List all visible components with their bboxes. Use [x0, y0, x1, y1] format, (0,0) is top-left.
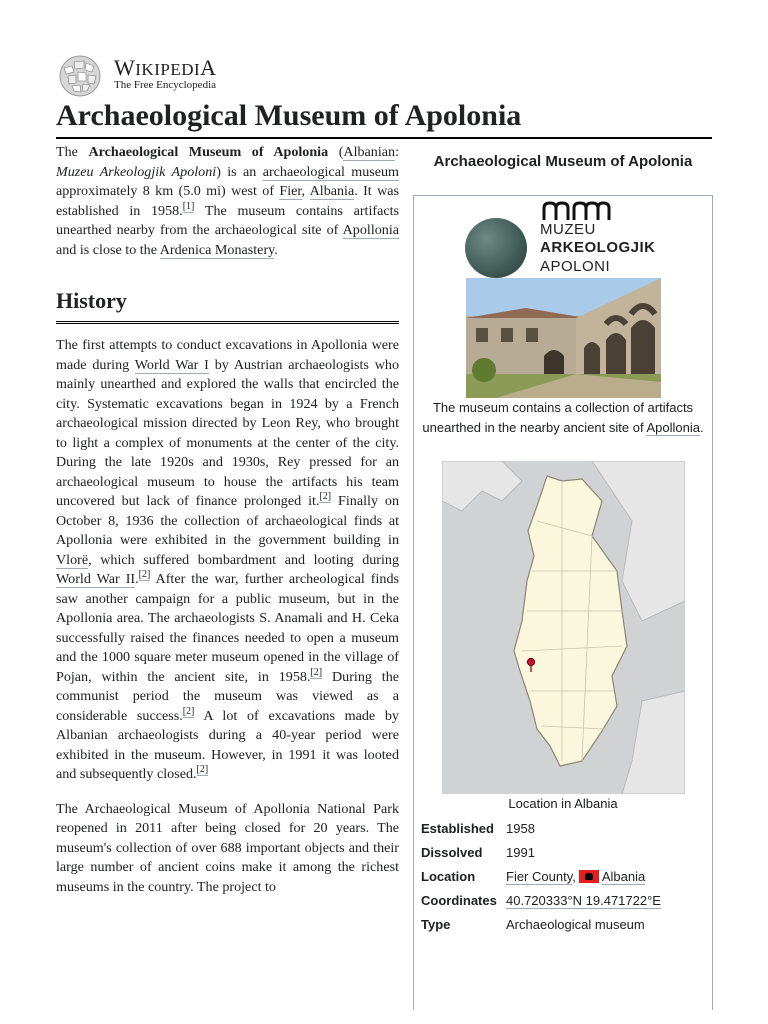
logo-line-3: APOLONI — [540, 258, 611, 275]
coin-image — [465, 218, 527, 278]
native-name: Muzeu Arkeologjik Apoloni — [56, 163, 217, 180]
text: approximately 8 km (5.0 mi) west of — [56, 183, 280, 199]
text: During the communist period the museum was viewed as a considerable success. — [56, 668, 399, 724]
museum-photo[interactable] — [466, 278, 661, 398]
infobox-title: Archaeological Museum of Apolonia — [433, 153, 693, 170]
reference-2[interactable]: [2] — [310, 666, 323, 678]
link-ardenica-monastery[interactable]: Ardenica Monastery — [159, 241, 275, 258]
reference-2[interactable]: [2] — [138, 569, 151, 580]
text: , — [301, 183, 310, 199]
reference-2[interactable]: [2] — [182, 705, 195, 717]
label: Dissolved — [421, 845, 483, 860]
map-caption: Location in Albania — [508, 796, 618, 811]
text: , which suffered bombardment and looting during — [88, 551, 399, 568]
link-apollonia-caption[interactable]: Apollonia — [646, 419, 700, 435]
infobox-body — [413, 195, 713, 1010]
row-established — [421, 819, 711, 839]
text: . — [699, 419, 704, 435]
text: . — [135, 571, 139, 587]
text: A lot of excavations made by Albanian archaeologists during a 40-year period were exhibited in the museum. However, in 1991 it was looted and subsequently closed. — [56, 707, 399, 782]
text: The — [56, 144, 89, 160]
link-vlore[interactable]: Vlorë — [56, 551, 89, 568]
reference-2[interactable]: [2] — [319, 491, 332, 502]
text: by Austrian archaeologists who mainly unearthed and explored the walls that encircled the city. Systematic excavations began in 1924 by a French archaeological mission directed by Leon Rey, who brought to light a complex of monuments at the center of the city. During the late 1920s and 1930s, Rey pressed for an archaeological museum to house the artifacts his team uncovered but lack of finance prolonged it. — [56, 356, 399, 509]
label: Coordinates — [421, 893, 497, 908]
text: The first attempts to conduct excavations in Apollonia were made during — [56, 337, 399, 373]
link-fier[interactable]: Fier — [279, 183, 302, 199]
link-albania-infobox[interactable]: Albania — [601, 869, 646, 884]
text: . It was established in 1958. — [56, 183, 399, 219]
wordmark-w: W — [114, 55, 136, 80]
row-dissolved — [421, 843, 711, 863]
value: Archaeological museum — [506, 917, 645, 932]
text: After the war, further archeological finds saw another campaign for a public museum, but in the Apollonia area. The archaeologists S. Anamali and H. Ceka successfully raised the finances needed to open a museum and the 1000 square meter museum opened in the village of Pojan, within the ancient site, in 1958. — [56, 571, 399, 685]
reference-1[interactable]: [1] — [182, 200, 195, 212]
link-albania[interactable]: Albania — [309, 183, 355, 199]
text: , — [572, 869, 576, 884]
link-world-war-i[interactable]: World War I — [134, 356, 209, 373]
logo-line-2: ARKEOLOGJIK — [540, 239, 656, 256]
infobox — [413, 150, 713, 932]
wikipedia-globe-logo[interactable] — [56, 54, 104, 98]
value: 1991 — [506, 845, 535, 860]
location-map[interactable] — [442, 461, 685, 794]
history-paragraph-2: The Archaeological Museum of Apollonia National Park reopened in 2011 after being closed for 20 years. The museum's collection of over 688 important objects and their large number of ancient coins make it among the richest museums in the country. The project to — [56, 800, 399, 895]
label: Established — [421, 821, 494, 836]
row-type — [421, 915, 711, 935]
history-heading: History — [56, 287, 399, 324]
link-coordinates[interactable]: 40.720333°N 19.471722°E — [506, 893, 661, 908]
text: ( — [328, 144, 344, 160]
text: : — [395, 144, 399, 160]
intro-paragraph — [56, 143, 399, 260]
link-albanian[interactable]: Albanian — [343, 144, 396, 160]
text: ) is an — [216, 163, 263, 180]
link-world-war-ii[interactable]: World War II — [56, 571, 136, 587]
text: and is close to the — [56, 241, 160, 258]
text: . — [274, 241, 278, 258]
museum-courtyard-image — [466, 278, 661, 398]
tagline: The Free Encyclopedia — [114, 79, 217, 91]
logo-line-1: MUZEU — [540, 221, 596, 238]
label: Location — [421, 869, 476, 884]
logo-mark-icon — [541, 200, 611, 222]
albania-map-image — [442, 461, 685, 794]
link-apollonia[interactable]: Apollonia — [342, 222, 399, 238]
wordmark-a: A — [200, 55, 217, 80]
wordmark-middle: IKIPEDI — [135, 60, 201, 79]
text: Finally on October 8, 1936 the collection of archaeological finds at Apollonia were exhibited in the government building in — [56, 493, 400, 548]
link-archaeological-museum[interactable]: archaeological museum — [262, 163, 399, 180]
value: 1958 — [506, 821, 535, 836]
value — [506, 891, 661, 911]
article-body — [56, 143, 399, 897]
history-paragraph-1 — [56, 336, 399, 785]
text: The museum contains a collection of artifacts unearthed in the nearby ancient site of — [422, 400, 694, 435]
link-fier-county[interactable]: Fier County — [506, 869, 573, 884]
label: Type — [421, 917, 451, 932]
photo-caption — [414, 398, 712, 437]
value — [506, 867, 645, 887]
row-coordinates — [421, 891, 711, 911]
reference-2[interactable]: [2] — [196, 764, 209, 775]
page-title: Archaeological Museum of Apolonia — [56, 98, 712, 139]
subject-bold: Archaeological Museum of Apolonia — [88, 144, 329, 160]
albania-flag-icon — [579, 870, 599, 883]
text: The museum contains artifacts unearthed nearby from the archaeological site of — [56, 202, 399, 238]
museum-logo[interactable] — [465, 200, 665, 278]
row-location — [421, 867, 711, 887]
